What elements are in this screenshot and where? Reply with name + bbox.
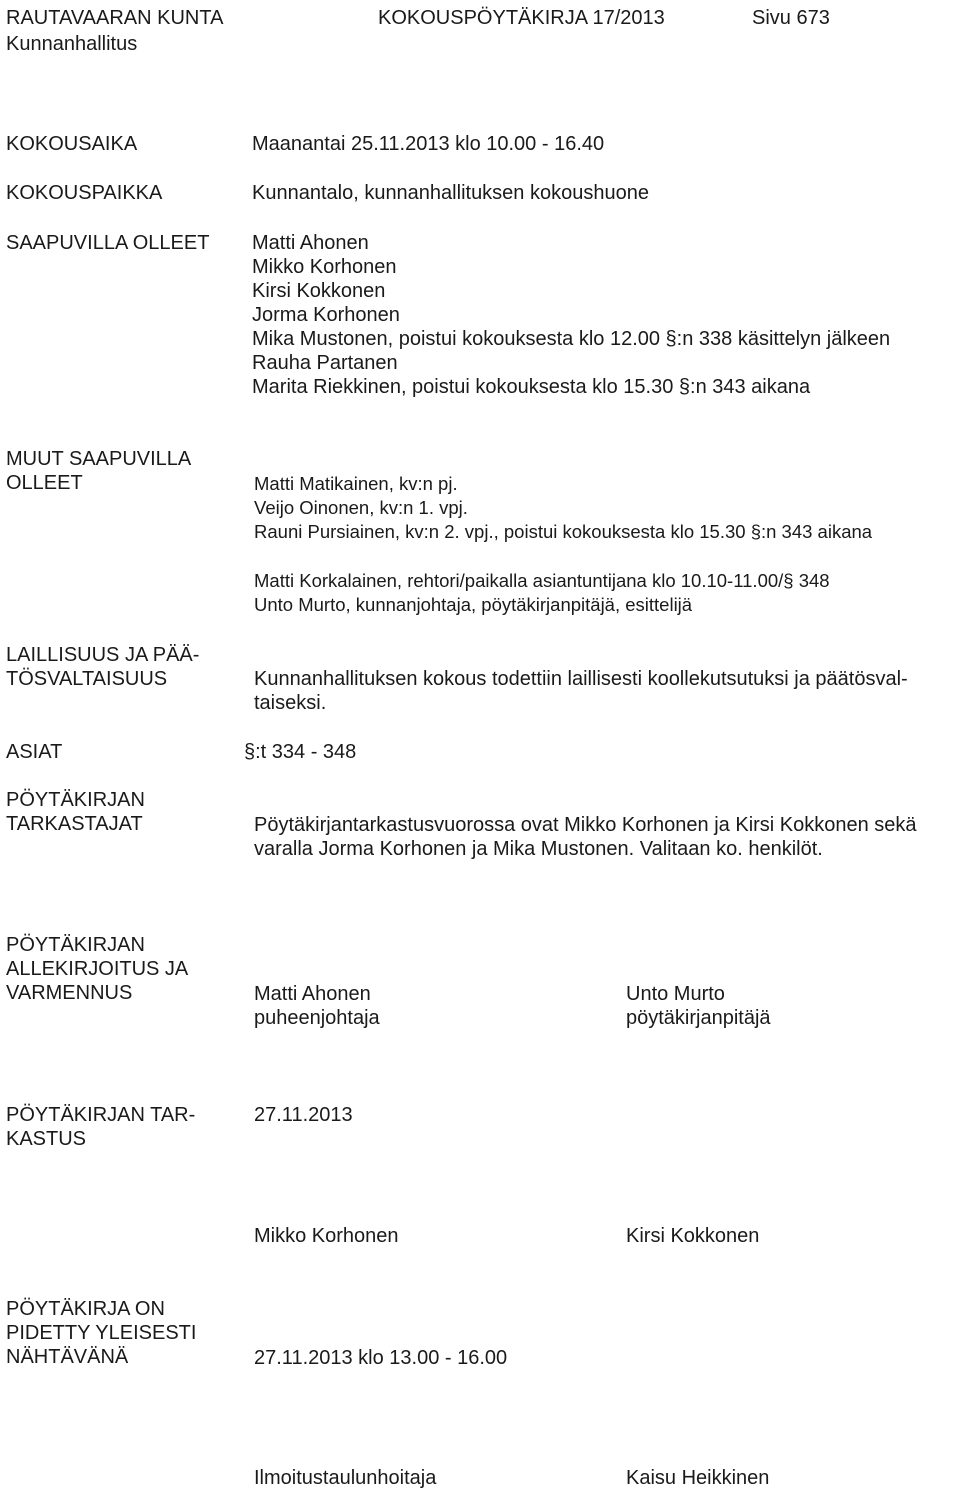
signatures-label-line: ALLEKIRJOITUS JA xyxy=(6,958,189,980)
list-item: Matti Ahonen xyxy=(252,232,369,254)
reviewer-2: Kirsi Kokkonen xyxy=(626,1225,760,1247)
list-item: Unto Murto, kunnanjohtaja, pöytäkirjanpitäjä, esittelijä xyxy=(254,594,693,615)
public-label-line: PIDETTY YLEISESTI xyxy=(6,1322,197,1344)
checkers-text xyxy=(254,813,917,861)
list-item: Kirsi Kokkonen xyxy=(252,280,386,302)
meeting-time-value: Maanantai 25.11.2013 klo 10.00 - 16.40 xyxy=(252,133,605,155)
signatures-label-line: VARMENNUS xyxy=(6,982,133,1004)
chair-signature xyxy=(254,982,380,1030)
list-item: Rauha Partanen xyxy=(252,352,398,374)
review-label xyxy=(6,1103,195,1151)
checkers-label-line: PÖYTÄKIRJAN xyxy=(6,789,145,811)
review-label-line: KASTUS xyxy=(6,1128,87,1150)
municipality-name: RAUTAVAARAN KUNTA xyxy=(6,7,224,29)
list-item: Jorma Korhonen xyxy=(252,304,400,326)
legality-label-line: TÖSVALTAISUUS xyxy=(6,668,168,690)
public-label-line: NÄHTÄVÄNÄ xyxy=(6,1346,129,1368)
governing-body: Kunnanhallitus xyxy=(6,33,138,55)
notice-keeper-label: Ilmoitustaulunhoitaja xyxy=(254,1467,437,1489)
list-item: Matti Matikainen, kv:n pj. xyxy=(254,473,458,494)
others-label-line: OLLEET xyxy=(6,472,83,494)
legality-label xyxy=(6,643,199,691)
public-label-line: PÖYTÄKIRJA ON xyxy=(6,1298,165,1320)
chair-role: puheenjohtaja xyxy=(254,1007,380,1029)
legality-text-line: Kunnanhallituksen kokous todettiin laillisesti koollekutsutuksi ja päätösval- xyxy=(254,668,908,690)
list-item: Veijo Oinonen, kv:n 1. vpj. xyxy=(254,497,468,518)
secretary-signature xyxy=(626,982,771,1030)
list-item: Marita Riekkinen, poistui kokouksesta klo 15.30 §:n 343 aikana xyxy=(252,376,811,398)
secretary-name: Unto Murto xyxy=(626,983,725,1005)
checkers-label-line: TARKASTAJAT xyxy=(6,813,143,835)
document-title: KOKOUSPÖYTÄKIRJA 17/2013 xyxy=(378,7,665,29)
legality-text xyxy=(254,667,908,715)
signatures-label xyxy=(6,933,188,1005)
legality-label-line: LAILLISUUS JA PÄÄ- xyxy=(6,644,200,666)
items-label: ASIAT xyxy=(6,741,63,763)
checkers-text-line: varalla Jorma Korhonen ja Mika Mustonen. Valitaan ko. henkilöt. xyxy=(254,838,823,860)
list-item: Mika Mustonen, poistui kokouksesta klo 12.00 §:n 338 käsittelyn jälkeen xyxy=(252,328,891,350)
meeting-place-label: KOKOUSPAIKKA xyxy=(6,182,163,204)
page-number: Sivu 673 xyxy=(752,7,830,29)
meeting-time-label: KOKOUSAIKA xyxy=(6,133,138,155)
public-label xyxy=(6,1297,196,1369)
review-label-line: PÖYTÄKIRJAN TAR- xyxy=(6,1104,196,1126)
checkers-text-line: Pöytäkirjantarkastusvuorossa ovat Mikko Korhonen ja Kirsi Kokkonen sekä xyxy=(254,814,917,836)
public-display-value: 27.11.2013 klo 13.00 - 16.00 xyxy=(254,1347,508,1369)
present-label: SAAPUVILLA OLLEET xyxy=(6,232,210,254)
checkers-label xyxy=(6,788,145,836)
legality-text-line: taiseksi. xyxy=(254,692,327,714)
notice-keeper-name: Kaisu Heikkinen xyxy=(626,1467,770,1489)
reviewer-1: Mikko Korhonen xyxy=(254,1225,399,1247)
items-value: §:t 334 - 348 xyxy=(244,741,357,763)
others-label xyxy=(6,447,191,495)
chair-name: Matti Ahonen xyxy=(254,983,371,1005)
meeting-place-value: Kunnantalo, kunnanhallituksen kokoushuone xyxy=(252,182,649,204)
list-item: Mikko Korhonen xyxy=(252,256,397,278)
review-date: 27.11.2013 xyxy=(254,1104,353,1126)
list-item: Matti Korkalainen, rehtori/paikalla asiantuntijana klo 10.10-11.00/§ 348 xyxy=(254,570,830,591)
secretary-role: pöytäkirjanpitäjä xyxy=(626,1007,771,1029)
signatures-label-line: PÖYTÄKIRJAN xyxy=(6,934,145,956)
list-item: Rauni Pursiainen, kv:n 2. vpj., poistui kokouksesta klo 15.30 §:n 343 aikana xyxy=(254,521,873,542)
others-label-line: MUUT SAAPUVILLA xyxy=(6,448,192,470)
